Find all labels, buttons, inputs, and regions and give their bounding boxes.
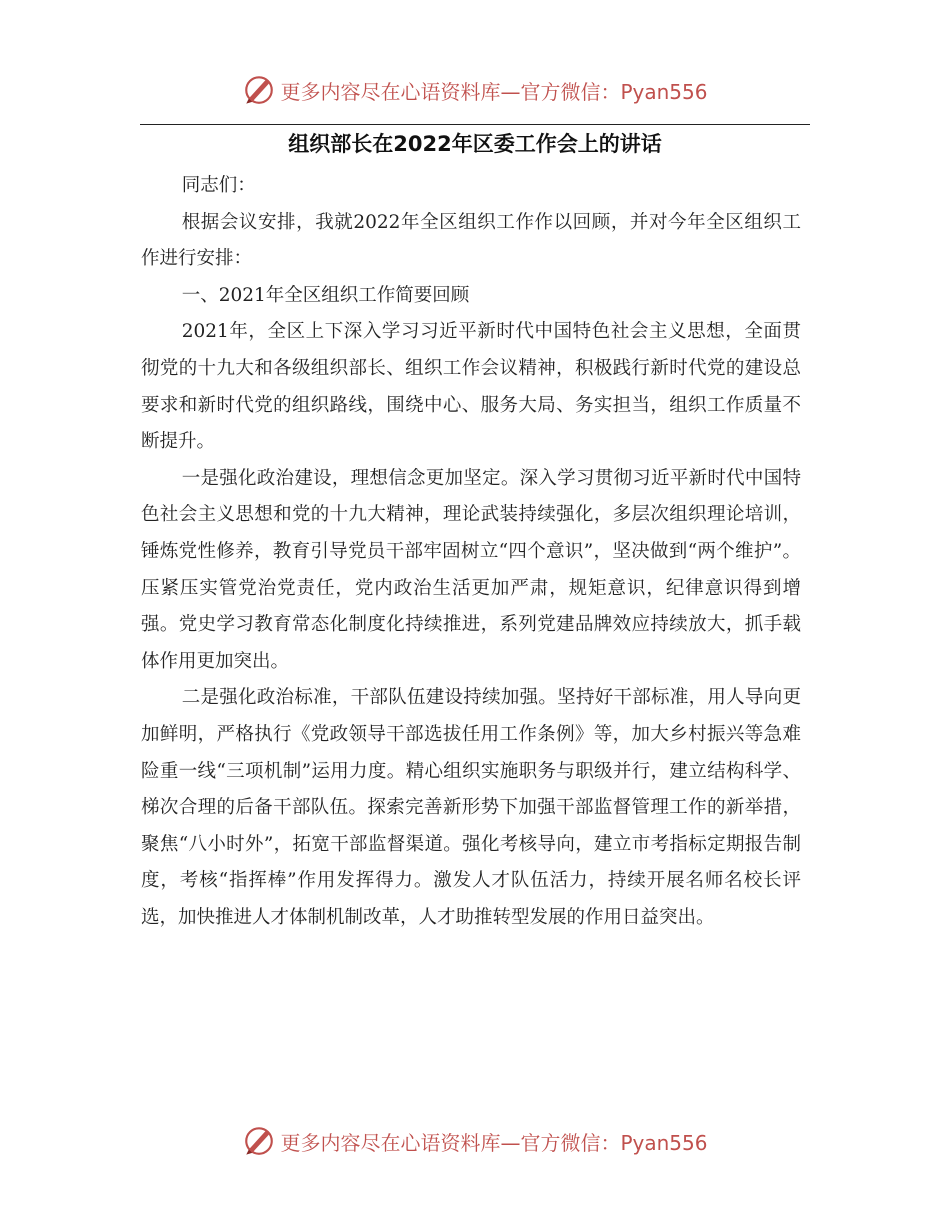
paragraph: 一是强化政治建设，理想信念更加坚定。深入学习贯彻习近平新时代中国特色社会主义思想和党的十九大精神，理论武装持续强化，多层次组织理论培训，锤炼党性修养，教育引导党员干部牢固树立“四个意识”，坚决做到“两个维护”。压紧压实管党治党责任，党内政治生活更加严肃，规矩意识，纪律意识得到增强。党史学习教育常态化制度化持续推进，系列党建品牌效应持续放大，抓手载体作用更加突出。 — [141, 467, 801, 672]
paragraph: 根据会议安排，我就2022年全区组织工作作以回顾，并对今年全区组织工作进行安排： — [141, 211, 801, 270]
section-heading: 一、2021年全区组织工作简要回顾 — [181, 284, 470, 306]
paragraph: 2021年，全区上下深入学习习近平新时代中国特色社会主义思想，全面贯彻党的十九大和各级组织部长、组织工作会议精神，积极践行新时代党的建设总要求和新时代党的组织路线，围绕中心、服务大局、务实担当，组织工作质量不断提升。 — [141, 321, 801, 453]
pen-logo-icon — [242, 73, 276, 107]
salutation: 同志们： — [181, 175, 256, 196]
footer-banner — [0, 1121, 950, 1161]
pen-logo-icon — [242, 1124, 276, 1158]
paragraph: 二是强化政治标准，干部队伍建设持续加强。坚持好干部标准，用人导向更加鲜明，严格执行《党政领导干部选拔任用工作条例》等，加大乡村振兴等急难险重一线“三项机制”运用力度。精心组织实施职务与职级并行，建立结构科学、梯次合理的后备干部队伍。探索完善新形势下加强干部监督管理工作的新举措，聚焦“八小时外”，拓宽干部监督渠道。强化考核导向，建立市考指标定期报告制度，考核“指挥棒”作用发挥得力。激发人才队伍活力，持续开展名师名校长评选，加快推进人才体制机制改革，人才助推转型发展的作用日益突出。 — [141, 687, 801, 928]
header-rule — [140, 124, 810, 125]
header-banner — [0, 70, 950, 110]
banner-text: 更多内容尽在心语资料库—官方微信：Pyan556 — [280, 1130, 708, 1155]
document-body — [141, 168, 801, 936]
document-title: 组织部长在2022年区委工作会上的讲话 — [288, 132, 662, 156]
banner-text: 更多内容尽在心语资料库—官方微信：Pyan556 — [280, 79, 708, 104]
